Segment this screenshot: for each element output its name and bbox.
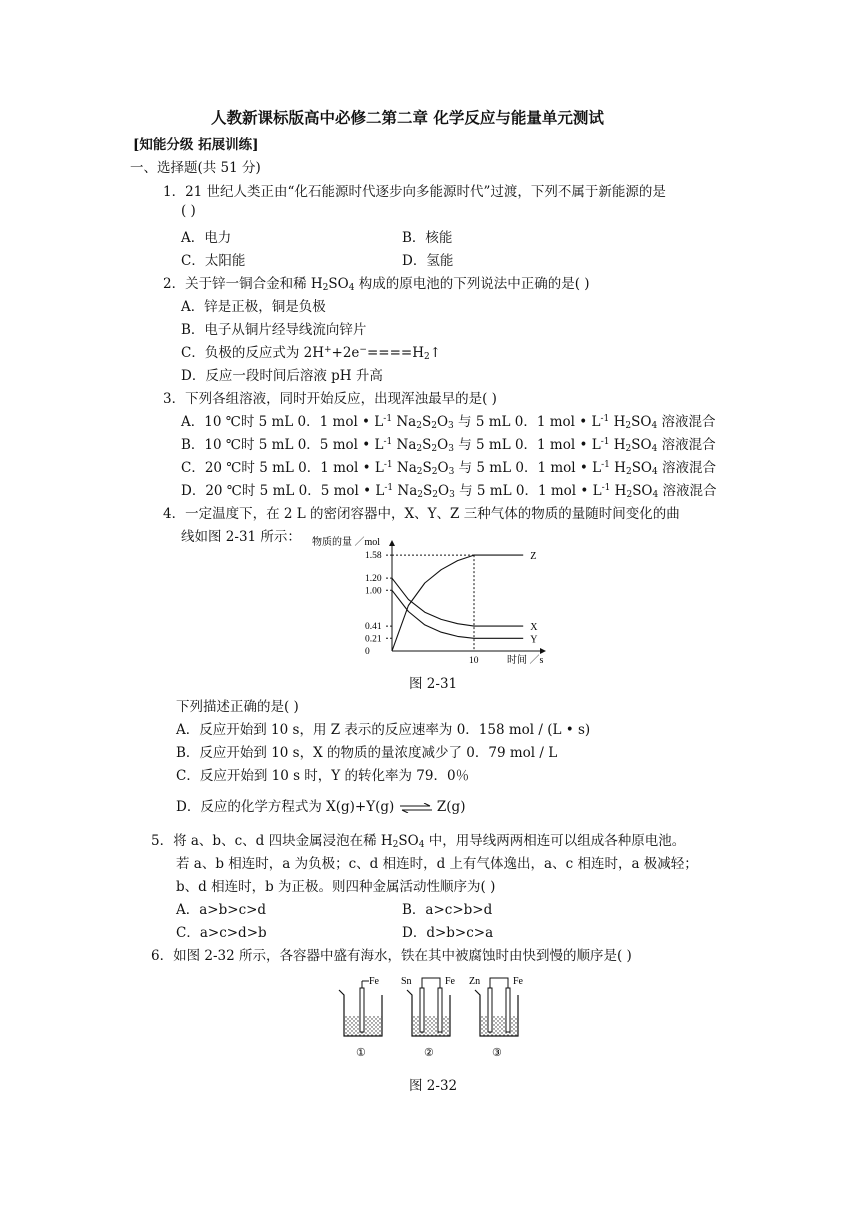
series-line-y <box>392 590 523 638</box>
question-2-stem: 2．关于锌一铜合金和稀 $H_2SO_4$ 构成的原电池的下列说法中正确的是( ) <box>163 276 590 293</box>
y-tick-label: 0 <box>365 647 370 657</box>
sn-electrode <box>420 988 424 1032</box>
reversible-arrow-icon <box>399 803 433 813</box>
question-4-option-c: C．反应开始到 10 s 时，Y 的转化率为 79．0％ <box>176 768 470 784</box>
beaker-3-number: ③ <box>492 1047 502 1059</box>
question-1-option-d: D．氢能 <box>402 253 454 269</box>
beaker-3 <box>469 976 524 1059</box>
series-line-x <box>392 578 523 626</box>
figure-2-32-beakers <box>325 972 545 1062</box>
question-1-paren: ( ) <box>181 203 196 219</box>
beaker-1-number: ① <box>356 1047 366 1059</box>
y-tick-label: 1.20 <box>365 574 382 585</box>
question-2-option-b: B．电子从铜片经导线流向锌片 <box>181 322 367 338</box>
question-2-option-c: C．负极的反应式为 $2H^++2e^-====H_2↑$ <box>181 345 442 362</box>
question-3-option-c: C．20 ℃时 5 mL 0．1 mol • $L^{-1}$ $Na_2S_2O_3$ 与 5 mL 0．1 mol • $L^{-1}$ $H_2SO_4$ 溶液混合 <box>181 460 717 477</box>
question-4-stem-line-1: 4．一定温度下，在 2 L 的密闭容器中，X、Y、Z 三种气体的物质的量随时间变化的曲 <box>163 506 680 522</box>
beaker-2-number: ② <box>424 1047 434 1059</box>
question-5-option-d: D．d>b>c>a <box>402 925 494 941</box>
page-title: 人教新课标版高中必修二第二章 化学反应与能量单元测试 <box>211 108 604 127</box>
figure-2-31-chart <box>300 533 590 668</box>
fe-electrode <box>506 988 510 1032</box>
question-6-stem: 6．如图 2-32 所示，各容器中盛有海水，铁在其中被腐蚀时由快到慢的顺序是( ) <box>151 948 632 964</box>
question-5-stem-line-2: 若 a、b 相连时，a 为负极；c、d 相连时，d 上有气体逸出，a、c 相连时，a 极减轻； <box>176 856 698 872</box>
zn-electrode <box>488 988 492 1032</box>
question-4-option-a: A．反应开始到 10 s，用 Z 表示的反应速率为 0．158 mol / (L • s) <box>176 722 591 738</box>
x-tick-label: 10 <box>469 656 479 666</box>
question-5-option-a: A．a>b>c>d <box>176 902 267 918</box>
question-4-prompt: 下列描述正确的是( ) <box>176 699 299 715</box>
beaker-2 <box>401 976 456 1059</box>
y-tick-label: 0.21 <box>365 634 382 645</box>
series-label-z: Z <box>530 551 537 563</box>
beaker-2-sn-label: Sn <box>401 976 412 987</box>
question-4-option-b: B．反应开始到 10 s，X 的物质的量浓度减少了 0．79 mol / L <box>176 745 558 761</box>
question-5-option-b: B．a>c>b>d <box>402 902 493 918</box>
question-2-option-d: D．反应一段时间后溶液 pH 升高 <box>181 368 383 384</box>
question-5-stem-line-3: b、d 相连时，b 为正极。则四种金属活动性顺序为( ) <box>176 879 496 895</box>
beaker-1-fe-label: Fe <box>369 976 379 987</box>
question-4-stem-line-2: 线如图 2-31 所示： <box>181 529 301 545</box>
question-1-option-b: B．核能 <box>402 230 453 246</box>
question-5-stem-line-1: 5．将 a、b、c、d 四块金属浸泡在稀 $H_2SO_4$ 中，用导线两两相连可以组成各种原电池。 <box>151 833 686 850</box>
section-heading: [知能分级 拓展训练] <box>133 137 259 153</box>
beaker-2-fe-label: Fe <box>445 976 455 987</box>
question-3-option-d: D．20 ℃时 5 mL 0．5 mol • $L^{-1}$ $Na_2S_2O_3$ 与 5 mL 0．1 mol • $L^{-1}$ $H_2SO_4$ 溶液混合 <box>181 483 717 500</box>
x-axis-label: 时间 ／s <box>507 655 544 666</box>
question-2-option-a: A．锌是正极，铜是负极 <box>181 299 326 315</box>
figure-2-31-caption: 图 2-31 <box>409 676 458 692</box>
question-3-stem: 3．下列各组溶液，同时开始反应，出现浑浊最早的是( ) <box>163 391 497 407</box>
figure-2-32-caption: 图 2-32 <box>409 1078 458 1094</box>
beaker-1 <box>339 976 382 1059</box>
question-1-option-a: A．电力 <box>181 230 232 246</box>
y-tick-label: 0.41 <box>365 622 382 633</box>
y-tick-label: 1.58 <box>365 551 382 562</box>
series-label-y: Y <box>530 634 538 646</box>
beaker-3-fe-label: Fe <box>513 976 523 987</box>
beaker-3-zn-label: Zn <box>469 976 481 987</box>
series-label-x: X <box>530 622 538 634</box>
question-4-option-d: D．反应的化学方程式为 X(g)+Y(g) Z(g) <box>176 799 466 815</box>
part-heading: 一、选择题(共 51 分) <box>130 160 261 176</box>
question-1-stem: 1．21 世纪人类正由“化石能源时代逐步向多能源时代”过渡，下列不属于新能源的是 <box>163 184 666 200</box>
y-tick-label: 1.00 <box>365 586 382 597</box>
question-5-option-c: C．a>c>d>b <box>176 925 267 941</box>
fe-electrode <box>360 988 364 1032</box>
y-axis-label: 物质的量 ／mol <box>312 537 381 548</box>
question-3-option-b: B．10 ℃时 5 mL 0．5 mol • $L^{-1}$ $Na_2S_2O_3$ 与 5 mL 0．1 mol • $L^{-1}$ $H_2SO_4$ 溶液混合 <box>181 437 716 454</box>
question-1-option-c: C．太阳能 <box>181 253 246 269</box>
question-3-option-a: A．10 ℃时 5 mL 0．1 mol • $L^{-1}$ $Na_2S_2O_3$ 与 5 mL 0．1 mol • $L^{-1}$ $H_2SO_4$ 溶液混合 <box>181 414 716 431</box>
fe-electrode <box>438 988 442 1032</box>
